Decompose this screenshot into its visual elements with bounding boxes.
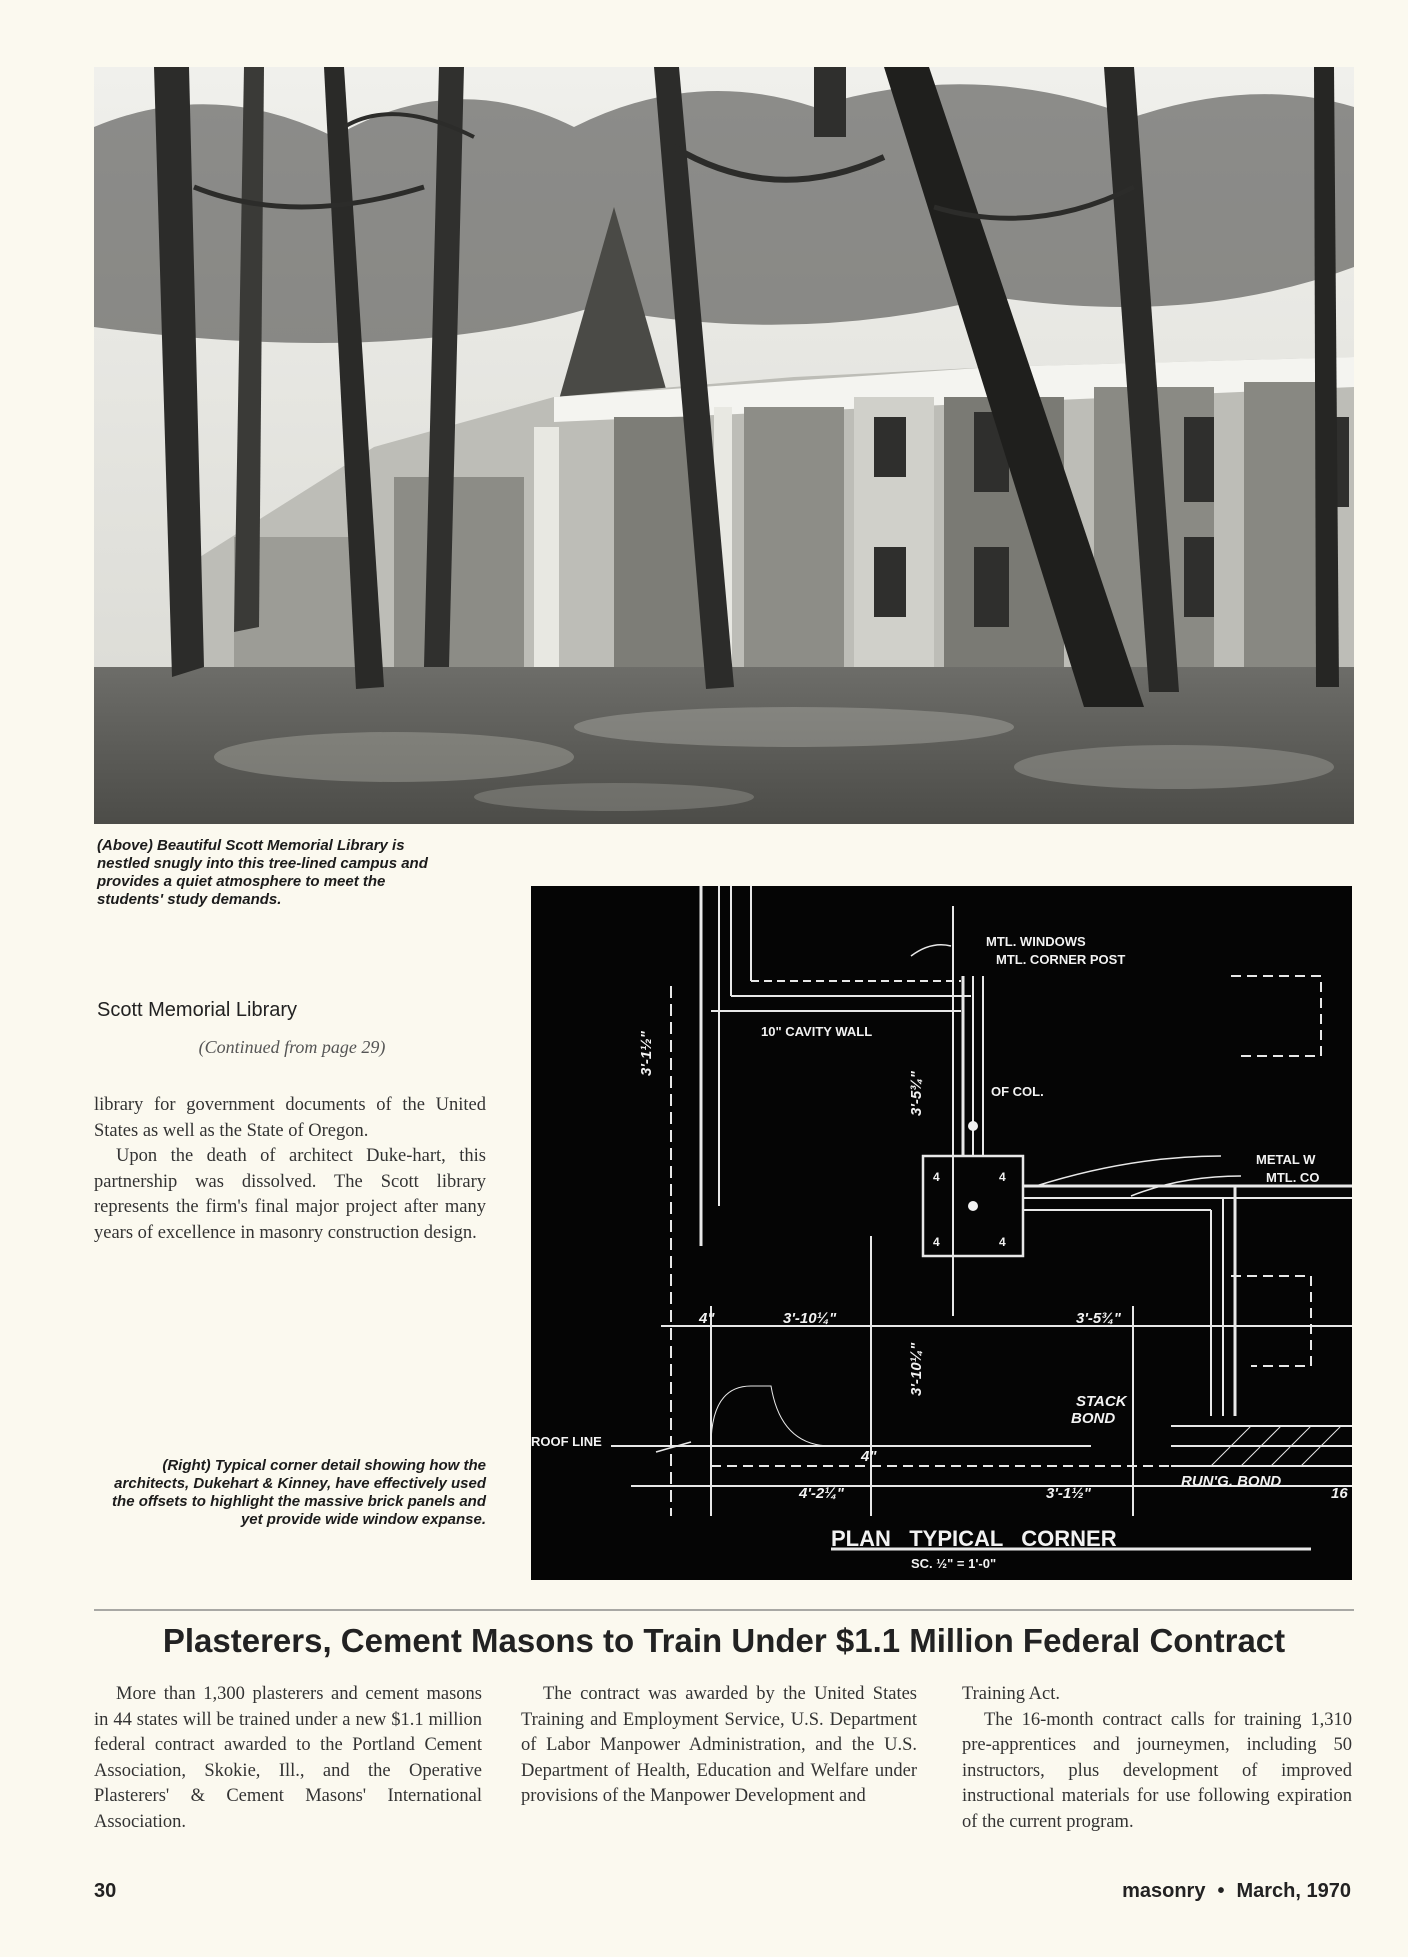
news-paragraph: The 16-month contract calls for training 1,310 pre-apprentices and journeymen, including 50 instructors, plus development of improved instructional materials for use following expiration of the current program. bbox=[962, 1709, 1352, 1832]
article-paragraph: Upon the death of architect Duke-hart, this partnership was dissolved. The Scott library represents the firm's final major project after many years of excellence in masonry construction design. bbox=[94, 1146, 486, 1243]
plan-title: PLAN TYPICAL CORNER bbox=[831, 1526, 1117, 1551]
library-building-photo-icon bbox=[94, 67, 1354, 824]
news-headline: Plasterers, Cement Masons to Train Under $1.1 Million Federal Contract bbox=[162, 1622, 1286, 1659]
blueprint-icon bbox=[531, 886, 1352, 1580]
news-column-3 bbox=[962, 1682, 1352, 1835]
label-dim-mid: 3'-5¾" bbox=[908, 1071, 925, 1116]
article-body bbox=[94, 1093, 486, 1246]
news-column-2 bbox=[521, 1682, 917, 1810]
photo-caption: (Above) Beautiful Scott Memorial Library is nestled snugly into this tree-lined campus and provides a quiet atmosphere to meet the students' study demands. bbox=[97, 837, 428, 908]
label-dim-4-top: 4" bbox=[699, 1310, 715, 1327]
label-metal-w: METAL W bbox=[1256, 1152, 1316, 1167]
label-dim-42: 4'-2¼" bbox=[799, 1485, 844, 1502]
label-mtl-co: MTL. CO bbox=[1266, 1170, 1320, 1185]
library-photo bbox=[94, 67, 1354, 824]
page-number: 30 bbox=[94, 1880, 117, 1902]
label-mtl-windows: MTL. WINDOWS bbox=[986, 934, 1086, 949]
label-mtl-corner-post: MTL. CORNER POST bbox=[996, 952, 1126, 967]
label-dim-left: 3'-1½" bbox=[638, 1031, 655, 1076]
section-title: Scott Memorial Library bbox=[97, 999, 298, 1021]
publication-name: masonry bbox=[1122, 1880, 1206, 1902]
publication-date: March, 1970 bbox=[1236, 1880, 1351, 1902]
news-paragraph: More than 1,300 plasterers and cement masons in 44 states will be trained under a new $1.1 million federal contract awarded to the Portland Cement Association, Skokie, Ill., and the Operative Plasterers' & Cement Masons' International Association. bbox=[94, 1684, 482, 1832]
section-divider bbox=[94, 1609, 1354, 1611]
label-dim-31: 3'-1½" bbox=[1046, 1485, 1091, 1502]
news-column-1 bbox=[94, 1682, 482, 1835]
label-dim-310-vert: 3'-10¼" bbox=[908, 1342, 925, 1396]
publication-footer bbox=[1122, 1880, 1351, 1903]
news-paragraph: Training Act. bbox=[962, 1684, 1060, 1704]
label-stack: STACK bbox=[1076, 1393, 1127, 1410]
footer-separator: • bbox=[1217, 1880, 1225, 1902]
label-dim-4-bottom: 4" bbox=[861, 1448, 877, 1465]
continued-note: (Continued from page 29) bbox=[198, 1037, 386, 1057]
label-of-col: OF COL. bbox=[991, 1084, 1044, 1099]
svg-text:4: 4 bbox=[999, 1170, 1006, 1184]
label-dim-310: 3'-10¼" bbox=[783, 1310, 837, 1327]
svg-text:4: 4 bbox=[933, 1170, 940, 1184]
svg-text:4: 4 bbox=[999, 1235, 1006, 1249]
label-cavity-wall: 10" CAVITY WALL bbox=[761, 1024, 873, 1039]
plan-scale: SC. ½" = 1'-0" bbox=[911, 1556, 997, 1571]
label-bond: BOND bbox=[1071, 1410, 1116, 1427]
news-paragraph: The contract was awarded by the United States Training and Employment Service, U.S. Department of Labor Manpower Administration, and the U.S. Department of Health, Education and Welfare under provisions of the Manpower Development and bbox=[521, 1684, 917, 1806]
drawing-caption: (Right) Typical corner detail showing how the architects, Dukehart & Kinney, have effectively used the offsets to highlight the massive brick panels and yet provide wide window expanse. bbox=[112, 1457, 486, 1528]
article-paragraph: library for government documents of the United States as well as the State of Oregon. bbox=[94, 1095, 486, 1141]
label-edge-num: 16 bbox=[1331, 1485, 1348, 1502]
corner-plan-drawing bbox=[531, 886, 1352, 1580]
label-dim-35: 3'-5¾" bbox=[1076, 1310, 1121, 1327]
label-roof-line: ROOF LINE bbox=[531, 1434, 602, 1449]
svg-text:4: 4 bbox=[933, 1235, 940, 1249]
label-running-bond: RUN'G. BOND bbox=[1181, 1473, 1282, 1490]
